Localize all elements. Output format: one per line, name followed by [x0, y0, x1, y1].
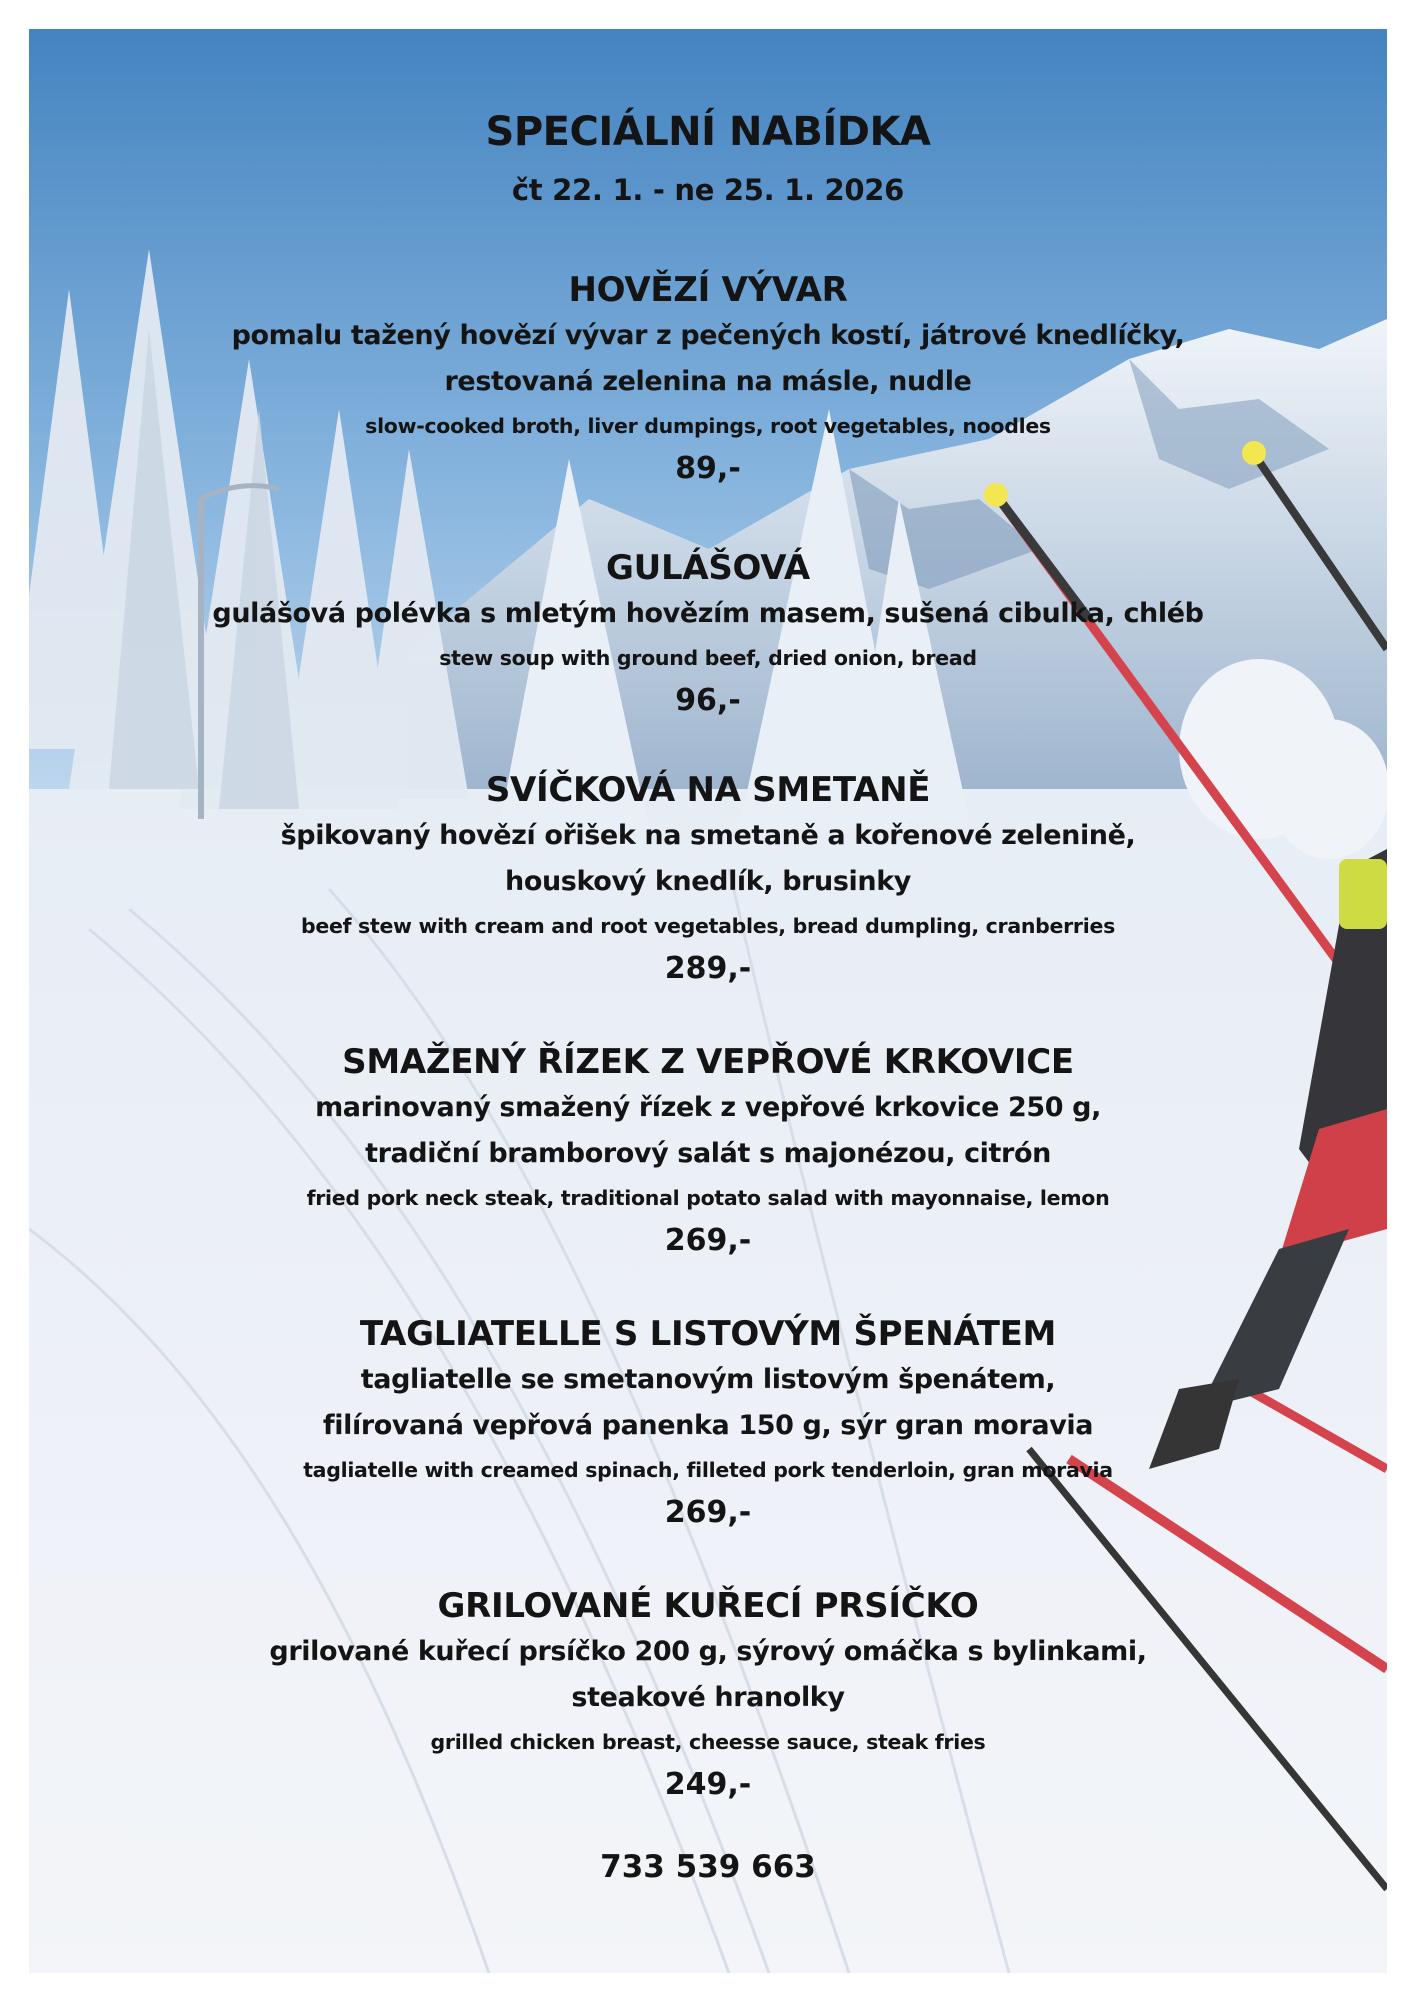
item-description-line: houskový knedlík, brusinky	[505, 866, 911, 897]
menu-item-tagliatelle	[29, 1311, 1387, 1535]
menu-item-gulasova	[29, 545, 1387, 723]
item-description-line: pomalu tažený hovězí vývar z pečených kostí, játrové knedlíčky,	[231, 320, 1185, 351]
item-english: slow-cooked broth, liver dumpings, root vegetables, noodles	[365, 414, 1051, 438]
menu-item-svickova	[29, 767, 1387, 991]
menu-date-range: čt 22. 1. - ne 25. 1. 2026	[511, 173, 905, 207]
item-description-line: marinovaný smažený řízek z vepřové krkovice 250 g,	[315, 1092, 1101, 1123]
item-english: tagliatelle with creamed spinach, filleted pork tenderloin, gran moravia	[303, 1458, 1113, 1482]
item-description-line: tagliatelle se smetanovým listovým špenátem,	[360, 1364, 1056, 1395]
item-english: stew soup with ground beef, dried onion, bread	[439, 646, 977, 670]
item-description-line: gulášová polévka s mletým hovězím masem, sušená cibulka, chléb	[212, 598, 1204, 629]
item-price: 269,-	[664, 1223, 752, 1258]
item-description-line: grilované kuřecí prsíčko 200 g, sýrový omáčka s bylinkami,	[269, 1636, 1147, 1667]
item-name: HOVĚZÍ VÝVAR	[568, 270, 848, 310]
item-name: TAGLIATELLE S LISTOVÝM ŠPENÁTEM	[359, 1314, 1057, 1354]
phone-number[interactable]: 733 539 663	[600, 1849, 816, 1885]
item-description-line: tradiční bramborový salát s majonézou, citrón	[365, 1138, 1051, 1169]
item-description-line: steakové hranolky	[571, 1682, 845, 1713]
item-name: GULÁŠOVÁ	[606, 548, 810, 588]
menu-page	[29, 29, 1387, 1973]
item-english: beef stew with cream and root vegetables, bread dumpling, cranberries	[301, 914, 1115, 938]
item-price: 96,-	[675, 683, 741, 718]
item-price: 89,-	[675, 451, 741, 486]
menu-item-hovezi-vyvar	[29, 267, 1387, 491]
menu-title: SPECIÁLNÍ NABÍDKA	[485, 109, 931, 155]
item-price: 289,-	[664, 951, 752, 986]
item-english: fried pork neck steak, traditional potato salad with mayonnaise, lemon	[306, 1186, 1110, 1210]
item-description-line: restovaná zelenina na másle, nudle	[444, 366, 972, 397]
item-name: GRILOVANÉ KUŘECÍ PRSÍČKO	[437, 1586, 979, 1626]
item-name: SMAŽENÝ ŘÍZEK Z VEPŘOVÉ KRKOVICE	[342, 1042, 1074, 1082]
item-price: 269,-	[664, 1495, 752, 1530]
item-description-line: špikovaný hovězí ořišek na smetaně a kořenové zelenině,	[280, 820, 1136, 851]
menu-item-kureci-prsicko	[29, 1583, 1387, 1807]
item-description-line: filírovaná vepřová panenka 150 g, sýr gran moravia	[322, 1410, 1094, 1441]
item-english: grilled chicken breast, cheesse sauce, steak fries	[430, 1730, 986, 1754]
item-name: SVÍČKOVÁ NA SMETANĚ	[485, 770, 931, 810]
item-price: 249,-	[664, 1767, 752, 1802]
menu-item-smazeny-rizek	[29, 1039, 1387, 1263]
